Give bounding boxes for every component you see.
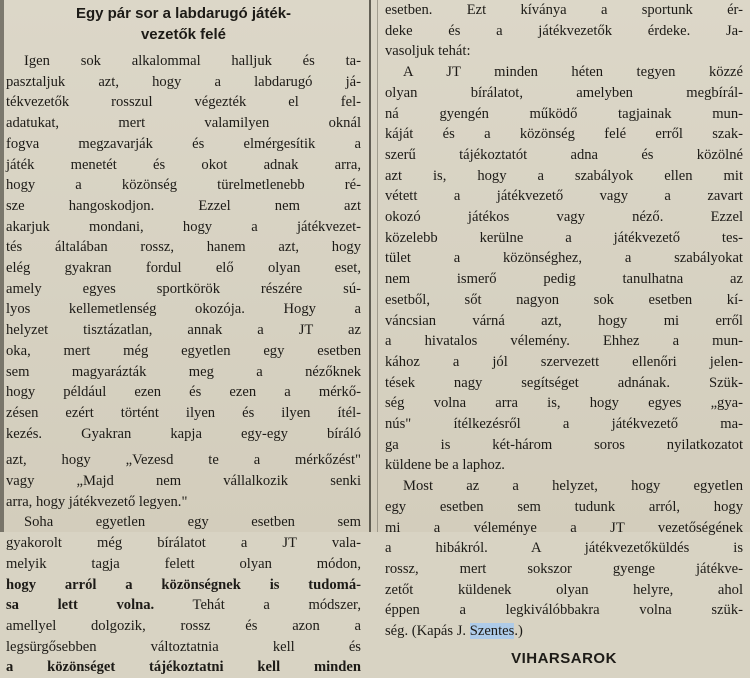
text-line: gyakorolt még bírálatot a JT vala-	[6, 535, 361, 552]
text-line: vasoljuk tehát:	[385, 43, 471, 60]
text-line: ség volna arra is, hogy egyes „gya-	[385, 395, 743, 412]
page-edge-shadow	[0, 0, 4, 532]
text-line: Igen sok alkalommal halljuk és ta-	[24, 53, 361, 69]
text-line: kezés. Gyakran kapja egy-egy bíráló	[6, 425, 361, 442]
text-line: szerű tájékoztatót adna és közölné	[385, 146, 743, 163]
text-line: tület a közönséghez, a szabályokat	[385, 250, 743, 267]
text-line: Soha egyetlen egy esetben sem	[24, 514, 361, 531]
text-line: nús" ítélkezésről a játékvezető ma-	[385, 416, 743, 433]
text-line: zetőt küldenek olyan helyre, ahol	[385, 581, 743, 598]
text-line: hogy arról a közönségnek is tudomá-	[6, 576, 361, 593]
text-line: elég gyakran fordul elő olyan eset,	[6, 260, 361, 277]
column-divider-thin	[377, 0, 378, 532]
text-line: játék menetét és okot adnak arra,	[6, 156, 361, 173]
text-line: lyos kellemetlenség okozója. Hogy a	[6, 301, 361, 318]
text-line: tés általában rossz, hanem azt, hogy	[6, 239, 361, 256]
text-line: esetből, sőt nagyon sok esetben kí-	[385, 291, 743, 308]
text-line: olyan bírálatot, amelyben megbírál-	[385, 84, 743, 101]
text-line: ga is két-három soros nyilatkozatot	[385, 436, 743, 453]
text-line: azt is, hogy a szabályok ellen mit	[385, 167, 743, 184]
text-line: deke és a játékvezetők érdeke. Ja-	[385, 22, 743, 39]
text-line: A JT minden héten tegyen közzé	[403, 64, 743, 81]
text-line: Most az a helyzet, hogy egyetlen	[403, 478, 743, 495]
text-line: hogy a közönség türelmetlenebb ré-	[6, 177, 361, 194]
text-line: küldene be a laphoz.	[385, 457, 505, 474]
left-column	[6, 0, 361, 678]
text-line: közelebb kerülne a játékvezető tes-	[385, 229, 743, 246]
headline-line-1: Egy pár sor a labdarugó játék-	[75, 5, 292, 22]
text-line	[6, 595, 361, 616]
text-line: adatukat, mert valamilyen oknál	[6, 115, 361, 132]
left-article-body	[6, 51, 361, 678]
selected-text[interactable]: Szentes	[469, 623, 515, 640]
text-line: ná gyengén működő tagjainak mun-	[385, 105, 743, 122]
text-line: nem ismerő pedig tanulhatna az	[385, 271, 743, 288]
column-divider	[369, 0, 371, 532]
text-line: akarjuk mondani, hogy a játékvezet-	[6, 218, 361, 235]
text-line: helyzet tisztázatlan, annak a JT az	[6, 322, 361, 339]
text-line: vagy „Majd nem vállalkozik senki	[6, 473, 361, 490]
text-line: váncsian várná azt, hogy mi erről	[385, 312, 743, 329]
text-line: mi a véleménye a JT vezetőségének	[385, 519, 743, 536]
text-fragment: Tehát a módszer,	[154, 597, 361, 614]
text-line: okozó játékos vagy néző. Ezzel	[385, 209, 743, 226]
text-line: oka, mert még egyetlen egy esetben	[6, 342, 361, 359]
text-line: kához a jól szervezett ellenőri jelen-	[385, 353, 743, 370]
text-line: pasztaljuk azt, hogy a labdarugó já-	[6, 73, 361, 90]
text-line: a közönséget tájékoztatni kell minden	[6, 659, 361, 676]
text-line: sem magyarázták meg a nézőknek	[6, 363, 361, 380]
text-line: fogva megzavarják és elmérgesítik a	[6, 135, 361, 152]
text-line: hogy például ezen és ezen a mérkő-	[6, 384, 361, 401]
text-line: esetben. Ezt kíványa a sportunk ér-	[385, 2, 743, 18]
text-line: amellyel dolgozik, rossz és azon a	[6, 617, 361, 634]
article-headline	[6, 0, 361, 45]
text-line: egy esetben sem tudunk arról, hogy	[385, 498, 743, 515]
text-line: káját és a közönség felé erről szak-	[385, 126, 743, 143]
text-line: a hibákról. A játékvezetőküldés is	[385, 540, 743, 557]
text-line: rossz, mert sokszor gyenge játékve-	[385, 560, 743, 577]
text-line: vétett a játékvezető vagy a zavart	[385, 188, 743, 205]
text-line: legsürgősebben változtatnia kell és	[6, 638, 361, 655]
text-fragment: .)	[514, 623, 523, 640]
text-line: zésen ezért történt ilyen és ilyen ítél-	[6, 404, 361, 421]
text-line: azt, hogy „Vezesd te a mérkőzést"	[6, 452, 361, 469]
text-fragment: ség. (Kapás J.	[385, 623, 470, 640]
signature-line	[385, 621, 743, 642]
text-line: arra, hogy játékvezető legyen."	[6, 493, 188, 510]
headline-line-2: vezetők felé	[140, 26, 227, 43]
text-line: a hivatalos vélemény. Ehhez a mun-	[385, 333, 743, 350]
right-column	[385, 0, 743, 667]
text-line: sze hangoskodjon. Ezzel nem azt	[6, 197, 361, 214]
right-article-body	[385, 0, 743, 642]
next-article-heading: VIHARSAROK	[511, 649, 617, 667]
bold-phrase: sa lett volna.	[6, 597, 155, 614]
text-line: tések nagy segítséget adnának. Szük-	[385, 374, 743, 391]
text-line: tékvezetők rosszul végezték el fel-	[6, 94, 361, 111]
text-line: melyik tagja felett olyan módon,	[6, 555, 361, 572]
text-line: éppen a legkiválóbbakra volna szük-	[385, 602, 743, 619]
text-line: amely egyes sportkörök részére sú-	[6, 280, 361, 297]
